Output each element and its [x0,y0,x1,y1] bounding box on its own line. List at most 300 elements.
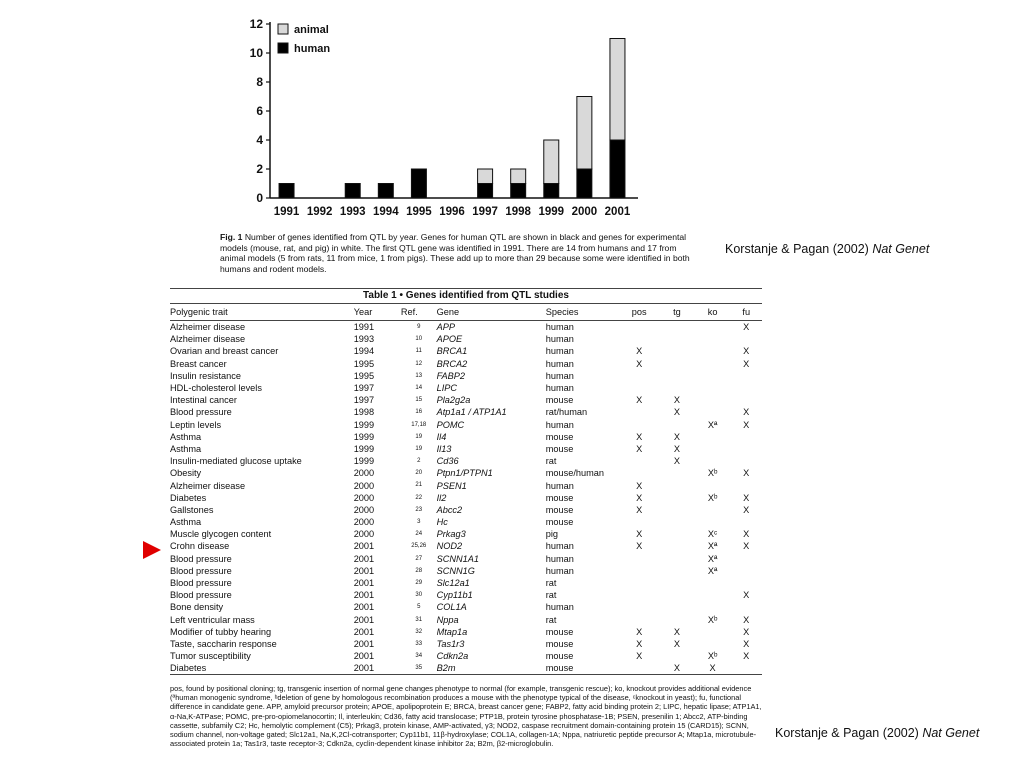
cell-species: rat [545,614,557,625]
cell-trait: Crohn disease [170,541,230,552]
bar-animal [478,169,493,184]
bar-human [610,140,625,198]
cell-year: 2001 [353,541,375,552]
cell-fu [730,333,762,345]
cell-gene: Hc [436,517,448,528]
cell-trait: Ovarian and breast cancer [170,346,279,357]
cell-pos [619,382,659,394]
cell-ref: 15 [415,397,423,404]
cell-fu [730,516,762,528]
x-tick-label: 2001 [604,206,631,218]
table-header-row [170,304,762,321]
cell-ko [695,504,731,516]
table-row [170,577,762,589]
bar-animal [544,140,559,184]
bar-animal [511,169,526,184]
cell-ref: 20 [415,470,423,477]
cell-pos [619,516,659,528]
cell-species: human [545,419,574,430]
cell-fu: X [743,651,750,662]
qtl-genes-bar-chart [240,10,640,230]
cell-species: mouse [546,662,619,675]
cell-ref: 22 [415,494,423,501]
cell-gene: Mtap1a [436,626,468,637]
cell-gene: Cdkn2a [436,651,469,662]
y-tick-label: 6 [256,104,263,118]
y-tick-label: 10 [249,46,263,60]
cell-year: 2001 [353,626,375,637]
bar-human [345,184,360,199]
cell-trait: Obesity [170,468,202,479]
cell-ref: 19 [415,445,423,452]
cell-pos [619,321,659,334]
table-row [170,650,762,662]
legend-label-human: human [294,43,331,55]
cell-tg [659,528,695,540]
cell-ref: 13 [415,372,423,379]
cell-pos [619,406,659,418]
cell-trait: Insulin-mediated glucose uptake [170,456,302,467]
cell-year: 2001 [354,662,401,675]
cell-year: 2001 [353,590,375,601]
cell-tg [659,321,695,334]
header-fu: fu [730,304,762,321]
cell-fu: X [743,346,750,357]
cell-gene: FABP2 [436,370,466,381]
table-row [170,419,762,431]
table-row [170,626,762,638]
cell-trait: Muscle glycogen content [170,529,272,540]
cell-gene: Tas1r3 [436,638,465,649]
table-row [170,504,762,516]
cell-tg [659,370,695,382]
cell-gene: BRCA2 [436,358,468,369]
cell-species: human [545,541,574,552]
bar-human [511,184,526,199]
cell-pos [619,467,659,479]
cell-year: 1997 [353,395,375,406]
cell-gene: LIPC [436,383,458,394]
cell-ref: 27 [415,555,423,562]
cell-gene: B2m [437,662,546,675]
table-row [170,382,762,394]
cell-year: 2000 [353,517,375,528]
cell-fu [730,382,762,394]
cell-pos [619,553,659,565]
cell-ref: 23 [415,506,423,513]
cell-fu: X [743,492,750,503]
cell-gene: Ptpn1/PTPN1 [436,468,493,479]
cell-year: 1997 [353,383,375,394]
cell-pos: X [636,492,643,503]
cell-ref: 30 [415,592,423,599]
table-row [170,528,762,540]
cell-species: human [545,370,574,381]
cell-tg: X [673,638,680,649]
cell-year: 2001 [353,614,375,625]
cell-ko [695,370,731,382]
cell-ko: Xª [707,565,718,576]
cell-ko [695,626,731,638]
cell-ko [695,431,731,443]
cell-tg [659,540,695,552]
cell-ko: Xᵇ [707,492,718,503]
cell-fu: X [743,419,750,430]
cell-pos: X [636,395,643,406]
cell-ref: 33 [415,640,423,647]
cell-pos: X [636,638,643,649]
header-trait: Polygenic trait [170,304,354,321]
y-tick-label: 0 [256,191,263,205]
cell-ko [695,638,731,650]
citation-journal: Nat Genet [922,726,980,740]
cell-ko: Xª [707,419,718,430]
cell-pos [619,589,659,601]
cell-fu: X [743,529,750,540]
table-row [170,553,762,565]
cell-tg: X [673,443,680,454]
cell-trait: Alzheimer disease [170,334,246,345]
citation-journal: Nat Genet [872,242,930,256]
cell-trait: Asthma [170,443,202,454]
cell-gene: PSEN1 [436,480,467,491]
cell-tg [659,419,695,431]
table-row [170,406,762,418]
cell-pos [619,614,659,626]
table-row [170,431,762,443]
bar-human [279,184,294,199]
cell-tg [659,382,695,394]
header-gene: Gene [437,304,546,321]
cell-tg: X [673,431,680,442]
table-row [170,370,762,382]
cell-pos: X [636,346,643,357]
cell-ko: Xᶜ [707,529,718,540]
cell-tg: X [673,456,680,467]
cell-gene: Atp1a1 / ATP1A1 [436,407,507,418]
table-row [170,467,762,479]
header-ref: Ref. [401,304,437,321]
cell-ref: 2 [417,458,421,465]
cell-year: 2000 [353,480,375,491]
cell-year: 2001 [353,638,375,649]
bar-human [544,184,559,199]
cell-trait: Blood pressure [170,553,232,564]
cell-trait: Blood pressure [170,590,232,601]
bar-human [478,184,493,199]
cell-gene: Slc12a1 [436,578,470,589]
cell-trait: Alzheimer disease [170,322,246,333]
cell-gene: NOD2 [436,541,463,552]
cell-year: 2000 [353,504,375,515]
bar-animal [577,97,592,170]
cell-fu [730,553,762,565]
cell-species: human [545,480,574,491]
cell-fu [730,662,762,675]
legend-swatch-animal [278,24,288,34]
table-row [170,333,762,345]
bar-human [577,169,592,198]
cell-ko: Xᵇ [707,651,718,662]
table-row [170,662,762,675]
cell-year: 2000 [353,468,375,479]
cell-fu [730,370,762,382]
cell-gene: Il4 [436,431,447,442]
cell-tg [659,467,695,479]
cell-gene: Cyp11b1 [436,590,473,601]
cell-gene: Il2 [436,492,447,503]
cell-fu: X [743,322,750,333]
cell-gene: POMC [436,419,465,430]
cell-trait: HDL-cholesterol levels [170,383,262,394]
cell-species: rat [545,590,557,601]
cell-ko [695,516,731,528]
cell-tg [659,516,695,528]
cell-pos: X [636,480,643,491]
cell-year: 1991 [353,322,375,333]
cell-ref: 24 [415,531,423,538]
cell-fu: X [743,504,750,515]
cell-species: mouse [545,638,574,649]
cell-year: 2000 [353,492,375,503]
header-pos: pos [619,304,659,321]
cell-species: human [545,383,574,394]
cell-gene: SCNN1G [436,565,475,576]
table-row [170,614,762,626]
cell-species: rat [545,456,557,467]
cell-tg: X [673,395,680,406]
y-tick-label: 4 [256,133,263,147]
cell-year: 1999 [353,443,375,454]
cell-species: mouse [545,395,574,406]
table-row [170,540,762,552]
table-row [170,358,762,370]
cell-trait: Modifier of tubby hearing [170,626,272,637]
cell-tg [659,358,695,370]
cell-trait: Insulin resistance [170,370,241,381]
cell-fu [730,479,762,491]
cell-tg [659,650,695,662]
cell-pos [619,662,659,675]
cell-ref: 31 [415,616,423,623]
table-row [170,321,762,334]
cell-tg [659,601,695,613]
cell-pos: X [636,431,643,442]
cell-tg [659,479,695,491]
x-tick-label: 1995 [406,206,432,218]
citation-top [725,242,929,256]
cell-ref: 3 [417,519,421,525]
cell-trait: Tumor susceptibility [170,651,251,662]
cell-trait: Intestinal cancer [170,395,237,406]
cell-trait: Alzheimer disease [170,480,246,491]
cell-ko [695,589,731,601]
cell-species: human [545,334,574,345]
cell-ref: 25,26 [411,543,427,550]
y-tick-label: 8 [256,75,263,89]
cell-trait: Diabetes [170,492,207,503]
cell-ref: 21 [415,482,423,489]
cell-fu: X [743,614,750,625]
cell-tg: X [673,626,680,637]
cell-ko [695,443,731,455]
table-row [170,516,762,528]
x-tick-label: 1998 [505,206,531,218]
header-year: Year [354,304,401,321]
cell-ko [695,406,731,418]
table-row [170,565,762,577]
cell-fu: X [743,626,750,637]
x-tick-label: 1996 [439,206,465,218]
cell-trait: Blood pressure [170,407,232,418]
x-tick-label: 1991 [273,206,300,218]
cell-tg [659,553,695,565]
cell-species: human [545,358,574,369]
cell-trait: Blood pressure [170,565,232,576]
cell-fu: X [743,468,750,479]
cell-year: 1995 [353,358,375,369]
y-tick-label: 2 [256,162,263,176]
cell-pos [619,333,659,345]
cell-ref: 14 [415,384,423,391]
cell-trait: Bone density [170,602,224,613]
cell-fu: X [743,590,750,601]
cell-trait: Left ventricular mass [170,614,255,625]
x-tick-label: 1992 [306,206,333,218]
highlight-arrow-icon [143,541,161,559]
table-row [170,638,762,650]
cell-ref: 19 [415,433,423,440]
bar-human [411,169,426,198]
cell-year: 1993 [353,334,375,345]
cell-fu [730,431,762,443]
cell-ko [695,479,731,491]
cell-year: 2001 [353,553,375,564]
cell-ko [695,577,731,589]
cell-ref: 10 [415,336,423,343]
cell-pos: X [636,626,643,637]
cell-trait: Blood pressure [170,578,232,589]
cell-ref: 16 [415,409,423,416]
y-tick-label: 12 [249,17,263,31]
cell-tg [659,589,695,601]
cell-ref: 17,18 [411,421,427,428]
table-row [170,479,762,491]
cell-species: mouse [545,492,574,503]
cell-trait: Breast cancer [170,358,227,369]
cell-pos: X [636,443,643,454]
cell-fu: X [743,541,750,552]
cell-ko [695,455,731,467]
cell-fu: X [743,638,750,649]
cell-gene: Il13 [436,443,452,454]
cell-species: mouse [545,443,574,454]
cell-fu [730,455,762,467]
cell-gene: COL1A [436,602,467,613]
cell-ref: 32 [415,628,423,635]
cell-ko [695,601,731,613]
cell-pos [619,455,659,467]
cell-pos: X [636,358,643,369]
cell-species: pig [545,529,559,540]
cell-year: 1998 [353,407,375,418]
cell-species: human [545,602,574,613]
cell-pos [619,565,659,577]
cell-species: human [545,346,574,357]
cell-gene: APOE [436,334,463,345]
table-body [170,321,762,675]
table-row [170,443,762,455]
citation-authors: Korstanje & Pagan (2002) [725,242,873,256]
cell-species: rat/human [545,407,588,418]
cell-species: mouse [545,431,574,442]
cell-ko: Xª [707,553,718,564]
table-row [170,394,762,406]
cell-trait: Diabetes [170,662,354,675]
caption-label: Fig. 1 [220,232,243,242]
cell-pos [619,419,659,431]
cell-ko [695,394,731,406]
cell-fu [730,601,762,613]
cell-year: 2001 [353,651,375,662]
genes-table [170,288,762,675]
caption-text: Number of genes identified from QTL by year. Genes for human QTL are shown in black and genes for experimental models (mouse, rat, and pig) in white. The first QTL gene was identified in 1991. There are 14 from humans and 17 from animal models (5 from rats, 11 from mice, 1 from pigs). These add up to more than 29 because some were identified in both humans and rodent models. [220,232,690,274]
cell-ref: 29 [415,579,423,586]
cell-year: 2001 [353,565,375,576]
header-ko: ko [695,304,731,321]
cell-species: mouse [545,651,574,662]
cell-tg [659,577,695,589]
cell-ref: 11 [415,348,422,355]
cell-species: mouse [545,504,574,515]
cell-ko: Xᵇ [707,614,718,625]
bar-animal [610,39,625,141]
cell-pos [619,601,659,613]
legend-swatch-human [278,43,288,53]
citation-authors: Korstanje & Pagan (2002) [775,726,923,740]
cell-pos: X [636,529,643,540]
cell-ref: 28 [415,567,423,574]
legend-label-animal: animal [294,24,329,36]
cell-trait: Leptin levels [170,419,222,430]
cell-fu [730,443,762,455]
bar-human [378,184,393,199]
cell-tg [659,614,695,626]
cell-trait: Asthma [170,517,202,528]
cell-species: human [545,322,574,333]
x-tick-label: 1999 [538,206,565,218]
cell-pos: X [636,651,643,662]
x-tick-label: 1993 [339,206,366,218]
cell-species: mouse [545,517,574,528]
cell-tg: X [659,662,695,675]
x-tick-label: 2000 [571,206,598,218]
figure-caption [220,232,690,274]
cell-ref: 35 [401,662,437,675]
cell-tg: X [673,407,680,418]
table-row [170,345,762,357]
cell-ko: X [695,662,731,675]
cell-gene: BRCA1 [436,346,468,357]
cell-trait: Taste, saccharin response [170,638,277,649]
cell-gene: Cd36 [436,456,459,467]
cell-ko [695,333,731,345]
cell-year: 1999 [353,431,375,442]
cell-fu [730,577,762,589]
cell-gene: SCNN1A1 [436,553,479,564]
cell-tg [659,345,695,357]
cell-ko [695,345,731,357]
